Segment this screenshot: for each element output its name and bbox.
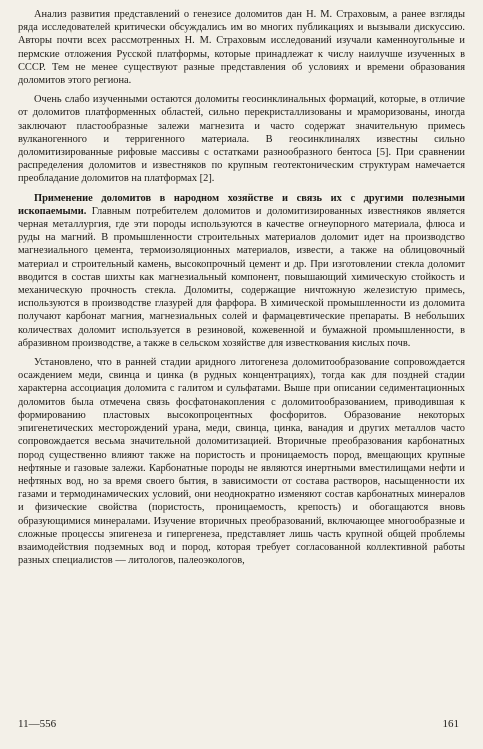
printer-signature: 11—556 xyxy=(18,718,57,730)
paragraph-applications: Применение доломитов в народном хозяйстве и связь их с другими полезными ископаемыми. Главным потребителем доломитов и доломитизированных известняков является черная металлургия, где эти породы используются в качестве огнеупорного материала, флюса и руды на магний. В промышленности строительных материалов доломит идет на производство магнезиального цемента, термоизоляционных материалов, извести, а также на облицовочный материал и строительный камень, высокопрочный цемент и др. При изготовлении стекла доломит вводится в состав шихты как магнезиальный компонент, повышающий химическую стойкость и механическую прочность стекла. Доломиты, содержащие ничтожную железистую примесь, используются в производстве глазурей для фарфора. В химической промышленности из доломита получают карбонат магния, магнезиальных солей и фармацевтические препараты. В небольших количествах доломит используется в резиновой, кожевенной и бумажной промышленности, в абразивном производстве, а также в сельском хозяйстве для известкования кислых почв. xyxy=(18,192,465,349)
page-number: 161 xyxy=(442,718,459,730)
paragraph-lithogenesis: Установлено, что в ранней стадии аридного литогенеза доломитообразование сопровождается осаждением меди, свинца и цинка (в рудных концентрациях), тогда как для поздней стадии характерна ассоциация доломита с галитом и сульфатами. Выше при описании седиментационных доломитов была отмечена связь фосфатонакопления с доломитообразованием, приводившая к формированию пластовых высокопроцентных фосфоритов. Образование некоторых эпигенетических месторождений урана, меди, свинца, цинка, ванадия и других металлов часто сопровождается весьма значительной доломитизацией. Вторичные преобразования карбонатных пород существенно влияют также на пористость и проницаемость пород, вмещающих крупные нефтяные и газовые залежи. Карбонатные породы не являются инертными вместилищами нефти и нефтяных вод, но за время своего бытия, в зависимости от состава растворов, насыщенности их газами и термодинамических условий, они неоднократно изменяют состав карбонатных минералов и физические свойства (пористость, проницаемость, крепость) и обогащаются вновь образующимися минералами. Изучение вторичных преобразований, включающее многообразные и сложные процессы эпигенеза и гипергенеза, представляет лишь часть крупной общей проблемы взаимодействия подземных вод и пород, которая требует согласованной коллективной работы разных специалистов — литологов, палеоэкологов, xyxy=(18,357,465,567)
paragraph-geosynclinal-dolomites: Очень слабо изученными остаются доломиты геосинклинальных формаций, которые, в отличие от доломитов платформенных областей, сильно перекристаллизованы и мраморизованы, иногда заключают пластообразные залежи магнезита и часто содержат значительную примесь вулканогенного и терригенного материала. В геосинклиналях известны сильно доломитизированные рифовые массивы с остатками разнообразного бентоса [5]. При сравнении распределения доломитов и известняков по крупным геотектоническим структурам намечается преобладание доломитов на платформах [2]. xyxy=(18,94,465,185)
page-footer xyxy=(18,718,465,734)
section-heading-applications: Применение доломитов в народном хозяйстве и связь их с другими полезными ископаемыми. xyxy=(18,192,465,217)
paragraph-genesis-history: Анализ развития представлений о генезисе доломитов дан Н. М. Страховым, а ранее взгляды ряда исследователей критически обсуждались им во многих публикациях и вызывали дискуссию. Авторы почти всех рассмотренных Н. М. Страховым исследований изучали каменноугольные и пермские отложения Русской платформы, которые принадлежат к числу наилучше изученных в СССР. Тем не менее существуют разные представления об условиях и времени образования доломитов этого региона. xyxy=(18,9,465,87)
body-text xyxy=(18,8,465,567)
